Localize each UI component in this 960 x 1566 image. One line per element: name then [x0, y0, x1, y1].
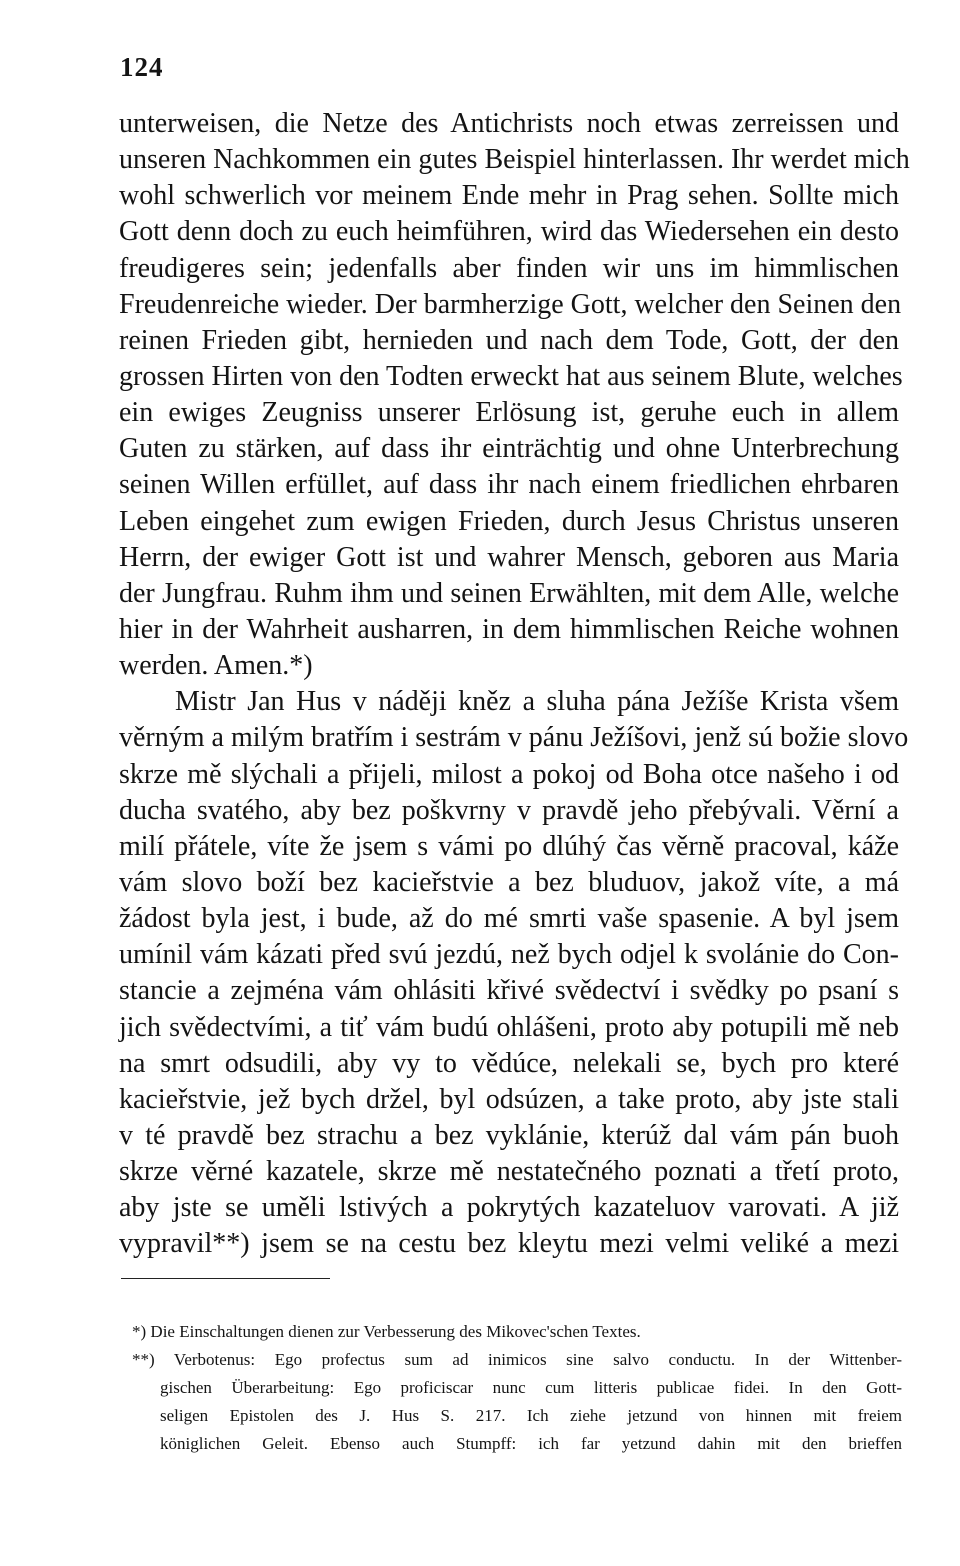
text-line: aby jste se uměli lstivých a pokrytých kazateluov varovati. A již: [119, 1192, 899, 1224]
footnote-2-continuation: königlichen Geleit. Ebenso auch Stumpff: ich far yetzund dahin mit den brieffen: [160, 1434, 902, 1453]
text-line: Guten zu stärken, auf dass ihr einträchtig und ohne Unterbrechung: [119, 433, 899, 465]
text-line-paragraph-end: werden. Amen.*): [119, 650, 313, 682]
text-line: der Jungfrau. Ruhm ihm und seinen Erwählten, mit dem Alle, welche: [119, 577, 899, 609]
footnotes: [132, 1318, 902, 1458]
text-line: wohl schwerlich vor meinem Ende mehr in Prag sehen. Sollte mich: [119, 180, 899, 212]
text-line: grossen Hirten von den Todten erweckt hat aus seinem Blute, welches: [119, 360, 903, 392]
text-line: Gott denn doch zu euch heimführen, wird das Wiedersehen ein desto: [119, 216, 899, 248]
text-line: freudigeres sein; jedenfalls aber finden wir uns im himmlischen: [119, 252, 899, 284]
footnote-2: **) Verbotenus: Ego profectus sum ad inimicos sine salvo conductu. In der Wittenber-: [132, 1350, 902, 1369]
text-line: skrze věrné kazatele, skrze mě nestatečného poznati a třetí proto,: [119, 1156, 899, 1188]
text-line: v té pravdě bez strachu a bez vyklánie, kterúž dal vám pán buoh: [119, 1119, 899, 1151]
main-text: [119, 106, 910, 1263]
footnote-separator: [121, 1278, 330, 1279]
text-line: unterweisen, die Netze des Antichrists noch etwas zerreissen und: [119, 108, 899, 139]
text-line: vypravil**) jsem se na cestu bez kleytu mezi velmi veliké a mezi: [119, 1228, 899, 1260]
text-line: hier in der Wahrheit ausharren, in dem himmlischen Reiche wohnen: [119, 613, 899, 645]
text-line: ein ewiges Zeugniss unserer Erlösung ist, geruhe euch in allem: [119, 397, 899, 429]
text-line: reinen Frieden gibt, hernieden und nach dem Tode, Gott, der den: [119, 324, 899, 356]
text-line: na smrt odsudili, aby vy to vědúce, nelekali se, bych pro které: [119, 1047, 899, 1079]
text-line: věrným a milým bratřím i sestrám v pánu Ježíšovi, jenž sú božie slovo: [119, 722, 909, 754]
text-line: kacieřstvie, jež bych držel, byl odsúzen, a take proto, aby jste stali: [119, 1083, 899, 1115]
footnote-1: *) Die Einschaltungen dienen zur Verbesserung des Mikovec'schen Textes.: [132, 1322, 641, 1341]
text-line: umínil vám kázati před svú jezdú, než bych odjel k svolánie do Con-: [119, 939, 899, 971]
text-line: seinen Willen erfüllet, auf dass ihr nach einem friedlichen ehrbaren: [119, 469, 899, 501]
text-line: skrze mě slýchali a přijeli, milost a pokoj od Boha otce našeho i od: [119, 758, 899, 790]
text-line: unseren Nachkommen ein gutes Beispiel hinterlassen. Ihr werdet mich: [119, 144, 910, 176]
footnote-2-continuation: gischen Überarbeitung: Ego proficiscar nunc cum litteris publicae fidei. In den Gott-: [160, 1378, 902, 1397]
text-line: Herrn, der ewiger Gott ist und wahrer Mensch, geboren aus Maria: [119, 541, 899, 573]
text-line: jich svědectvími, a tiť vám budú ohlášeni, proto aby potupili mě neb: [119, 1011, 899, 1043]
text-line: ducha svatého, aby bez poškvrny v pravdě jeho přebývali. Věrní a: [119, 794, 899, 826]
text-line: vám slovo boží bez kacieřstvie a bez bluduov, jakož víte, a má: [119, 866, 899, 898]
text-line: stancie a zejména vám ohlásiti křivé svědectví i svědky po psaní s: [119, 975, 899, 1007]
text-line: žádost byla jest, i bude, až do mé smrti vaše spasenie. A byl jsem: [119, 903, 899, 935]
footnote-2-continuation: seligen Epistolen des J. Hus S. 217. Ich ziehe jetzund von hinnen mit freiem: [160, 1406, 902, 1425]
text-line: Freudenreiche wieder. Der barmherzige Gott, welcher den Seinen den: [119, 288, 902, 320]
text-line: Leben eingehet zum ewigen Frieden, durch Jesus Christus unseren: [119, 505, 899, 537]
page-number: 124: [120, 52, 164, 82]
text-line: milí přátele, víte že jsem s vámi po dlúhý čas věrně pracoval, káže: [119, 830, 899, 862]
text-line-paragraph-start: Mistr Jan Hus v náději kněz a sluha pána Ježíše Krista všem: [175, 686, 899, 718]
